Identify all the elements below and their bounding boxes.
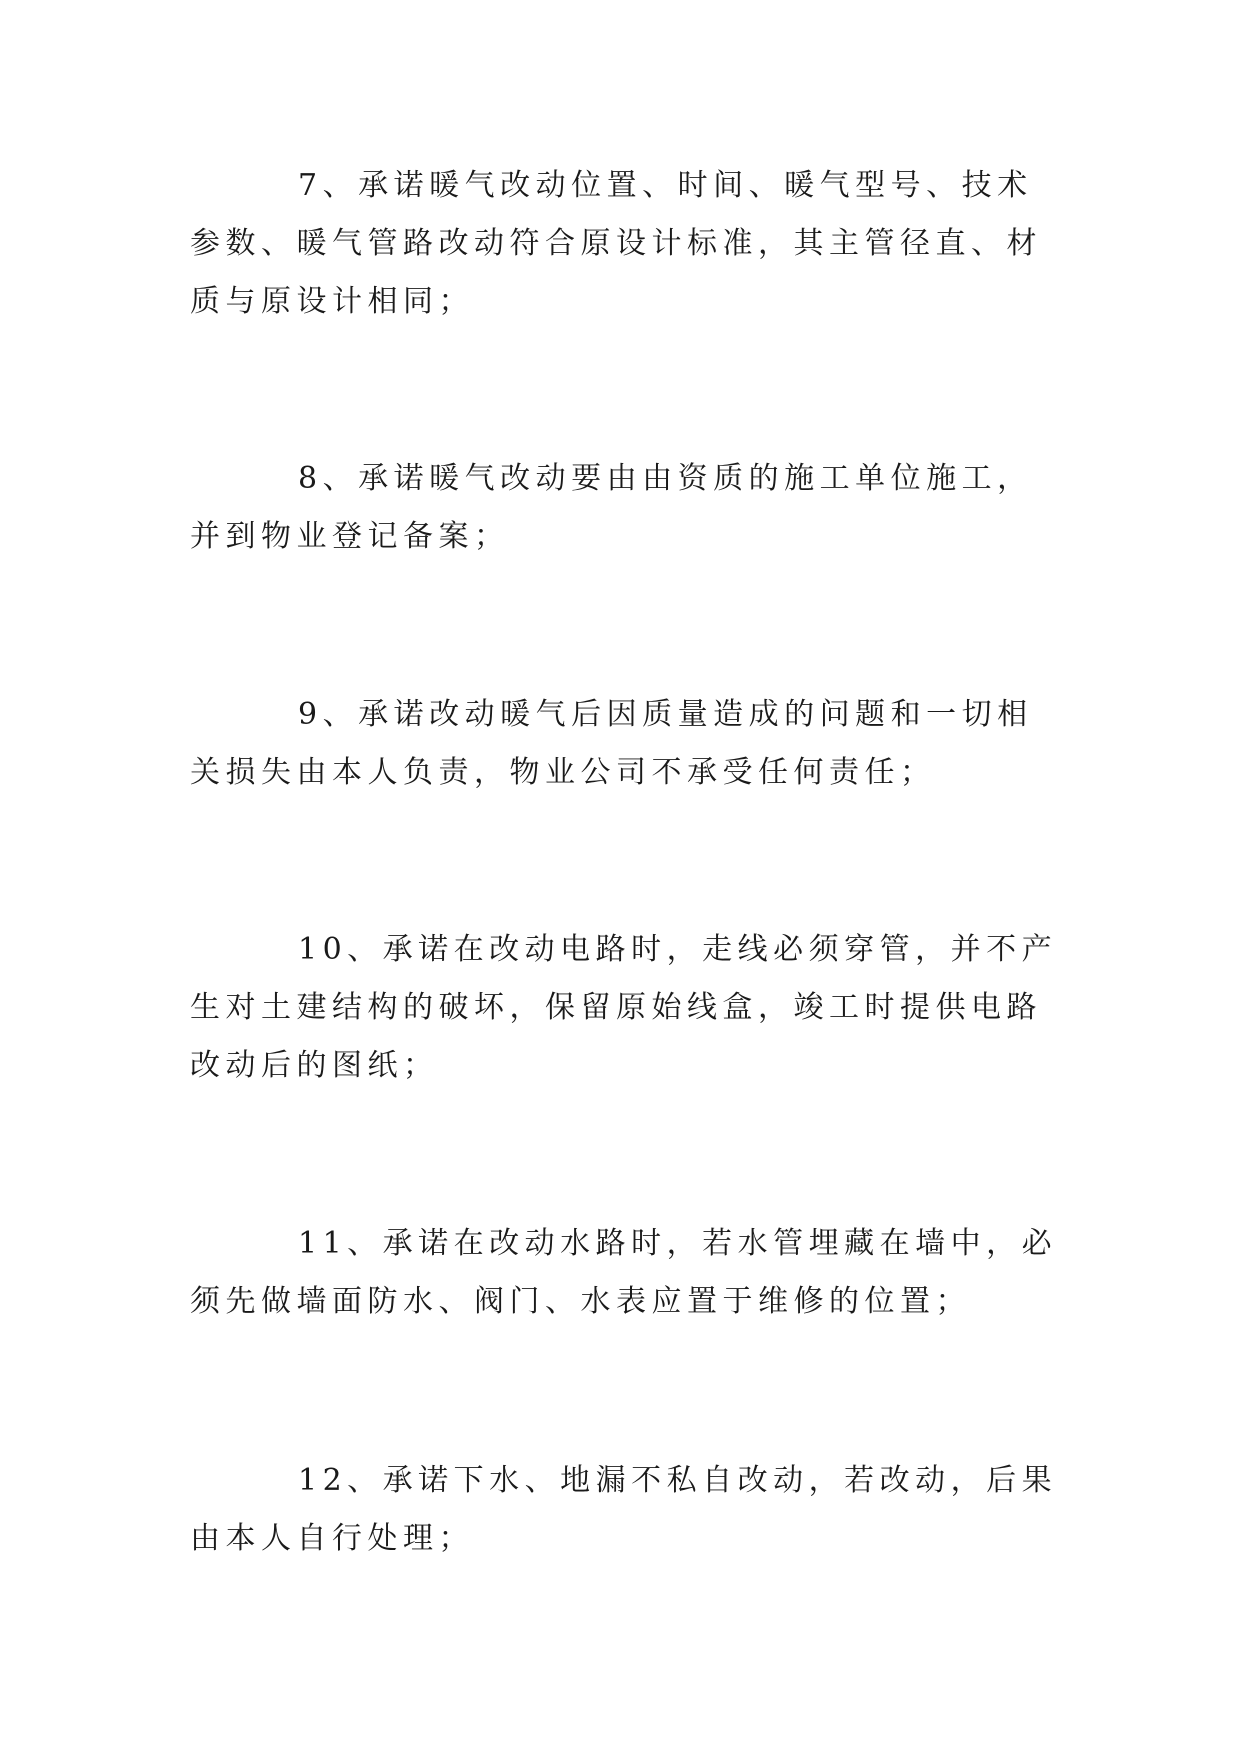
clause-11: 11、承诺在改动水路时，若水管埋藏在墙中，必须先做墙面防水、阀门、水表应置于维修的位置； (190, 1226, 1058, 1319)
clause-9: 9、承诺改动暖气后因质量造成的问题和一切相关损失由本人负责，物业公司不承受任何责任； (190, 697, 1033, 790)
clause-8: 8、承诺暖气改动要由由资质的施工单位施工，并到物业登记备案； (190, 461, 1033, 554)
clause-12: 12、承诺下水、地漏不私自改动，若改动，后果由本人自行处理； (190, 1463, 1058, 1556)
clause-10: 10、承诺在改动电路时，走线必须穿管，并不产生对土建结构的破坏，保留原始线盒，竣工时提供电路改动后的图纸； (190, 932, 1058, 1083)
clause-7: 7、承诺暖气改动位置、时间、暖气型号、技术参数、暖气管路改动符合原设计标准，其主管径直、材质与原设计相同； (190, 168, 1042, 319)
